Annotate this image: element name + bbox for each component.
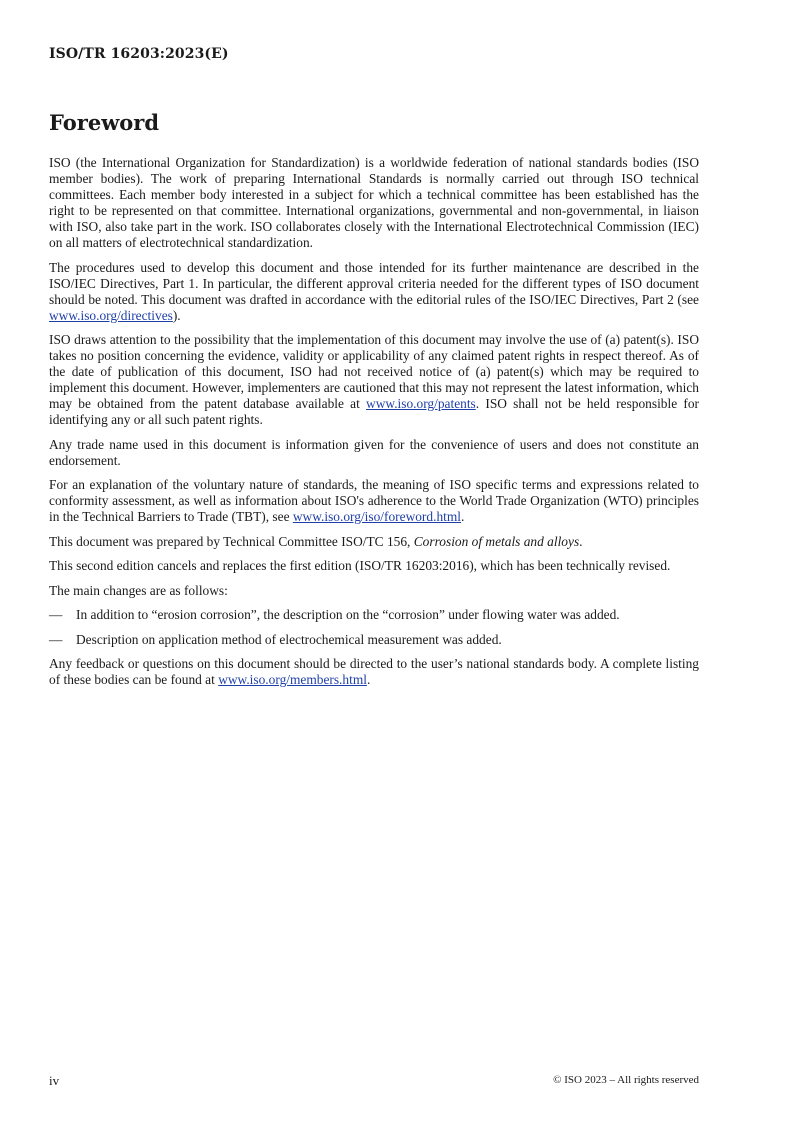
page-number: iv	[49, 1073, 60, 1088]
paragraph-procedures-text: The procedures used to develop this document and those intended for its further maintenance are described in the ISO/IEC Directives, Part 1. In particular, the different approval criteria needed for the different types of ISO document should be noted. This document was drafted in accordance with the editorial rules of the ISO/IEC Directives, Part 2 (see	[49, 259, 699, 307]
directives-link[interactable]: www.iso.org/directives	[49, 307, 173, 323]
paragraph-feedback-text: Any feedback or questions on this document should be directed to the user’s national standards body. A complete listing of these bodies can be found at	[49, 656, 699, 687]
paragraph-patents-text: ISO draws attention to the possibility that the implementation of this document may involve the use of (a) patent(s). ISO takes no position concerning the evidence, validity or applicability of any claimed patent rights in respect thereof. As of the date of publication of this document, ISO had not received notice of (a) patent(s) which may be required to implement this document. However, implementers are cautioned that this may not represent the latest information, which may be obtained from the patent database available at	[49, 332, 699, 411]
paragraph-committee	[49, 534, 699, 550]
members-link[interactable]: www.iso.org/members.html	[218, 672, 367, 687]
list-item-text: In addition to “erosion corrosion”, the description on the “corrosion” under flowing water was added.	[76, 607, 620, 622]
paragraph-patents-end: . ISO shall not be held responsible for identifying any or all such patent rights.	[49, 396, 699, 427]
paragraph-committee-end: .	[579, 533, 583, 549]
foreword-link[interactable]: www.iso.org/iso/foreword.html	[292, 509, 461, 524]
list-item	[49, 632, 699, 648]
document-id-header: ISO/TR 16203:2023(E)	[49, 46, 229, 62]
foreword-body	[49, 155, 699, 697]
page-title: Foreword	[49, 110, 160, 135]
paragraph-procedures-end: ).	[172, 307, 181, 323]
copyright-notice: © ISO 2023 – All rights reserved	[553, 1074, 699, 1086]
paragraph-patents	[49, 332, 699, 428]
list-item	[49, 607, 699, 623]
paragraph-iso-intro: ISO (the International Organization for Standardization) is a worldwide federation of national standards bodies (ISO member bodies). The work of preparing International Standards is normally carried out through ISO technical committees. Each member body interested in a subject for which a technical committee has been established has the right to be represented on that committee. International organizations, governmental and non-governmental, in liaison with ISO, also take part in the work. ISO collaborates closely with the International Electrotechnical Commission (IEC) on all matters of electrotechnical standardization.	[49, 155, 699, 250]
paragraph-edition: This second edition cancels and replaces the first edition (ISO/TR 16203:2016), which has been technically revised.	[49, 558, 671, 573]
list-item-text: Description on application method of electrochemical measurement was added.	[76, 631, 502, 647]
paragraph-feedback	[49, 656, 699, 688]
paragraph-voluntary-end: .	[461, 509, 465, 524]
paragraph-voluntary-nature	[49, 477, 699, 525]
paragraph-main-changes: The main changes are as follows:	[49, 582, 228, 598]
patents-link[interactable]: www.iso.org/patents	[366, 396, 476, 411]
committee-title: Corrosion of metals and alloys	[413, 533, 580, 549]
list-dash: —	[49, 631, 63, 647]
list-dash: —	[49, 607, 63, 622]
paragraph-trade-name: Any trade name used in this document is information given for the convenience of users and does not constitute an endorsement.	[49, 436, 699, 468]
paragraph-voluntary-text: For an explanation of the voluntary nature of standards, the meaning of ISO specific terms and expressions related to conformity assessment, as well as information about ISO's adherence to the World Trade Organization (WTO) principles in the Technical Barriers to Trade (TBT), see	[49, 477, 699, 524]
paragraph-committee-text: This document was prepared by Technical Committee ISO/TC 156,	[49, 533, 414, 549]
paragraph-feedback-end: .	[366, 672, 371, 687]
paragraph-procedures	[49, 260, 699, 324]
